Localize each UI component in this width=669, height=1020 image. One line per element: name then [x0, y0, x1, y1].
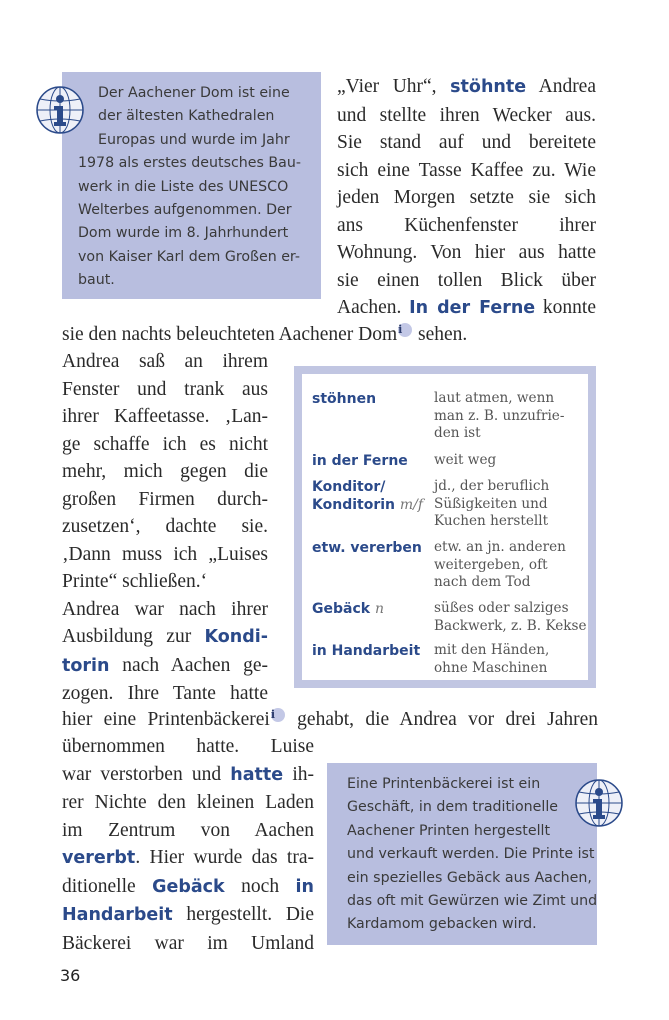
story-line: ans Küchenfenster ihrer [337, 214, 596, 236]
info-reference-icon[interactable]: i [271, 708, 285, 722]
vocab-definition: jd., der beruflich Süßigkeiten und Kuchen herstellt [434, 478, 550, 530]
story-line: Fenster und trank aus [62, 378, 268, 400]
story-line: Andrea war nach ihrer [62, 598, 268, 620]
story-line: ihrer Kaffeetasse. ‚Lan- [62, 406, 268, 427]
vocabulary-box [294, 366, 596, 688]
story-line: rer Nichte den kleinen Laden [62, 792, 314, 813]
story-line: sich eine Tasse Kaffee zu. Wie [337, 159, 596, 181]
story-full-line-1 [62, 321, 602, 349]
story-line: sie einen tollen Blick über [337, 269, 596, 291]
vocab-definition: laut atmen, wenn man z. B. unzufrie- den ist [434, 390, 565, 442]
story-line: übernommen hatte. Luise [62, 736, 314, 757]
story-line: und stellte ihren Wecker aus. [337, 104, 596, 126]
vocab-definition: mit den Händen, ohne Maschinen [434, 642, 550, 676]
story-line: Wohnung. Von hier aus hatte [337, 242, 596, 263]
info-line: und verkauft werden. Die Printe ist [347, 846, 595, 863]
info-box-aachener-dom [62, 72, 321, 299]
vocab-definition: süßes oder salziges Backwerk, z. B. Kekse [434, 600, 587, 634]
story-line: war verstorben und hatte ih- [62, 763, 314, 785]
vocab-term: Gebäck n [312, 601, 384, 617]
info-line: werk in die Liste des UNESCO [78, 178, 289, 195]
globe-info-icon [574, 778, 624, 828]
info-box-text [347, 773, 597, 937]
globe-info-icon [35, 85, 85, 135]
story-line: Handarbeit hergestellt. Die [62, 904, 314, 925]
story-line: Sie stand auf und bereitete [337, 132, 596, 153]
story-line: ‚Dann muss ich „Luises [62, 543, 268, 565]
story-line: Bäckerei war im Umland [62, 932, 314, 954]
info-line: Aachener Printen hergestellt [347, 822, 551, 839]
info-line: Eine Printenbäckerei ist ein [347, 776, 541, 792]
story-line: Andrea saß an ihrem [62, 351, 268, 372]
info-line: Geschäft, in dem traditionelle [347, 799, 558, 816]
story-full-line-2 [62, 706, 598, 734]
info-line: baut. [78, 272, 115, 289]
vocab-term: in Handarbeit [312, 643, 421, 659]
vocab-definition: weit weg [434, 452, 497, 468]
story-top-right [337, 73, 596, 323]
story-line: Printe“ schließen.‘ [62, 571, 208, 592]
vocab-term: Konditor/ Konditorin m/f [312, 479, 424, 513]
info-line: Europas und wurde im Jahr [98, 131, 290, 148]
story-left-column [62, 348, 268, 708]
story-line: torin nach Aachen ge- [62, 654, 268, 676]
info-line: von Kaiser Karl dem Großen er- [78, 248, 300, 265]
info-box-text [78, 82, 301, 293]
info-line: das oft mit Gewürzen wie Zimt und [347, 893, 598, 910]
vocab-term: in der Ferne [312, 453, 408, 469]
story-line: mehr, mich gegen die [62, 461, 268, 482]
vocab-term: etw. vererben [312, 540, 422, 556]
story-line: ditionelle Gebäck noch in [62, 875, 314, 897]
vocab-entry [312, 390, 592, 450]
page-number: 36 [60, 966, 81, 985]
story-line: hier eine Printenbäckereii gehabt, die Andrea vor drei Jahren [62, 707, 598, 730]
story-line: vererbt. Hier wurde das tra- [62, 847, 314, 868]
story-line: Aachen. In der Ferne konnte [337, 297, 596, 318]
story-line: im Zentrum von Aachen [62, 819, 314, 841]
info-line: ein spezielles Gebäck aus Aachen, [347, 869, 592, 886]
story-line: zusetzen‘, dachte sie. [62, 516, 268, 537]
story-line: zogen. Ihre Tante hatte [62, 683, 268, 704]
info-line: Dom wurde im 8. Jahrhundert [78, 225, 289, 242]
story-line: sie den nachts beleuchteten Aachener Domi sehen. [62, 322, 468, 345]
story-line: großen Firmen durch- [62, 488, 268, 510]
vocab-term: stöhnen [312, 391, 377, 407]
info-line: 1978 als erstes deutsches Bau- [78, 155, 301, 172]
story-bottom-left [62, 733, 314, 957]
story-line: Ausbildung zur Kondi- [62, 626, 268, 647]
info-reference-icon[interactable]: i [398, 323, 412, 337]
story-line: „Vier Uhr“, stöhnte Andrea [337, 76, 596, 97]
vocab-definition: etw. an jn. anderen weitergeben, oft nach dem Tod [434, 539, 566, 591]
info-line: Welterbes aufgenommen. Der [78, 202, 292, 219]
story-line: jeden Morgen setzte sie sich [337, 187, 596, 208]
info-box-printenbaeckerei [327, 763, 597, 945]
info-line: der ältesten Kathedralen [98, 108, 275, 125]
info-line: Der Aachener Dom ist eine [98, 85, 290, 101]
info-line: Kardamom gebacken wird. [347, 916, 537, 933]
story-line: ge schaffe ich es nicht [62, 433, 268, 455]
